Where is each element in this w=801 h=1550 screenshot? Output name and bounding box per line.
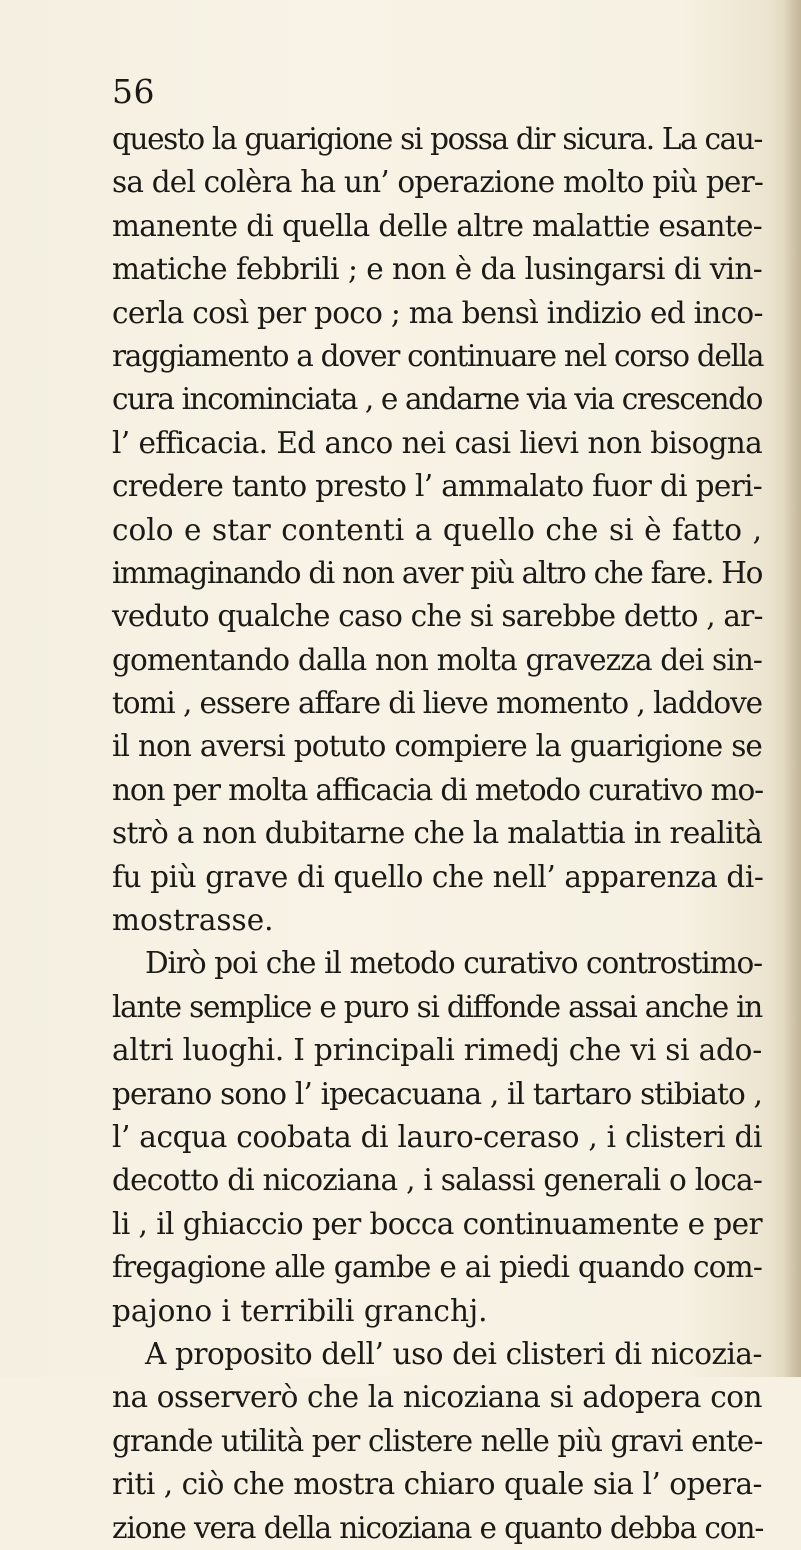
text-line: riti , ciò che mostra chiaro quale sia l’ opera- xyxy=(112,1467,762,1502)
text-line: strò a non dubitarne che la malattia in realità xyxy=(112,816,762,851)
text-line: immaginando di non aver più altro che fare. Ho xyxy=(112,555,762,590)
text-line: il non aversi potuto compiere la guarigione se xyxy=(112,729,762,764)
text-line: sa del colèra ha un’ operazione molto più per- xyxy=(112,165,764,200)
text-line: fregagione alle gambe e ai piedi quando com- xyxy=(112,1250,762,1285)
page-number: 56 xyxy=(112,72,155,111)
text-line: veduto qualche caso che si sarebbe detto , ar- xyxy=(112,599,763,634)
text-line: grande utilità per clistere nelle più gravi ente- xyxy=(112,1423,763,1458)
text-line: lante semplice e puro si diffonde assai anche in xyxy=(112,989,762,1024)
text-line: tomi , essere affare di lieve momento , laddove xyxy=(112,686,762,721)
text-line: li , il ghiaccio per bocca continuamente e per xyxy=(112,1206,762,1241)
text-line: non per molta afficacia di metodo curativo mo- xyxy=(112,772,764,807)
text-line: Dirò poi che il metodo curativo controstimo- xyxy=(145,946,762,981)
text-line: decotto di nicoziana , i salassi generali o loca- xyxy=(112,1163,762,1198)
text-line: zione vera della nicoziana e quanto debba con- xyxy=(112,1510,764,1545)
body-text xyxy=(112,118,762,1550)
page-edge-shadow xyxy=(783,0,801,1377)
text-line: manente di quella delle altre malattie esante- xyxy=(112,208,762,243)
text-line: mostrasse. xyxy=(112,903,274,938)
text-line: l’ efficacia. Ed anco nei casi lievi non bisogna xyxy=(112,425,762,460)
text-line: na osserverò che la nicoziana si adopera con xyxy=(112,1380,762,1415)
text-line: altri luoghi. I principali rimedj che vi si ado- xyxy=(112,1033,762,1068)
text-line: perano sono l’ ipecacuana , il tartaro stibiato , xyxy=(112,1076,762,1111)
text-line: A proposito dell’ uso dei clisteri di nicozia- xyxy=(145,1336,762,1371)
text-line: fu più grave di quello che nell’ apparenza di- xyxy=(112,859,764,894)
text-line: matiche febbrili ; e non è da lusingarsi di vin- xyxy=(112,252,762,287)
text-line: pajono i terribili granchj. xyxy=(112,1293,488,1328)
text-line: colo e star contenti a quello che si è fatto , xyxy=(112,512,762,547)
text-line: l’ acqua coobata di lauro-ceraso , i clisteri di xyxy=(112,1119,762,1154)
text-line: gomentando dalla non molta gravezza dei sin- xyxy=(112,642,762,677)
text-line: cerla così per poco ; ma bensì indizio ed inco- xyxy=(112,295,763,330)
text-line: raggiamento a dover continuare nel corso della xyxy=(112,338,764,373)
text-line: credere tanto presto l’ ammalato fuor di peri- xyxy=(112,469,762,504)
text-line: questo la guarigione si possa dir sicura. La cau- xyxy=(112,122,762,156)
text-line: cura incominciata , e andarne via via crescendo xyxy=(112,382,762,417)
